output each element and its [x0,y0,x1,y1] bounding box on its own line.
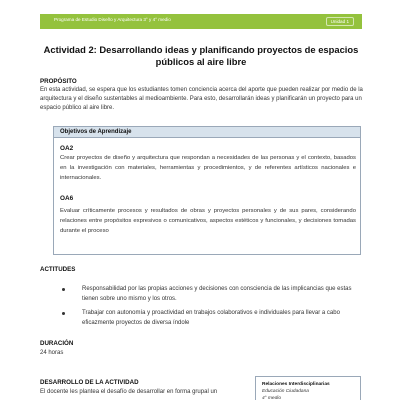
proposito-text: En esta actividad, se espera que los estudiantes tomen conciencia acerca del aporte que pueden realizar por medio de la arquitectura y el diseño sustentables al medioambiente. Para esto, desarrollarán ideas y planificarán un proyecto para un espacio público al aire libre. [40,87,363,111]
oa-text: Evaluar críticamente procesos y resultados de obras y proyectos personales y de sus pares, considerando relaciones entre propósitos expresivos o comunicativos, aspectos estéticos y funcionales, y decisiones tomadas durante el proceso [60,208,356,234]
actitud-text: Responsabilidad por las propias acciones y decisiones con consciencia de las implicancias que estas tienen sobre uno mismo y los otros. [82,286,352,302]
bullet-icon [62,288,65,291]
relaciones-level: 4° medio [262,396,281,400]
oa-text: Crear proyectos de diseño y arquitectura que respondan a necesidades de las personas y el contexto, basados en la investigación con materiales, herramientas y procedimientos, y de referentes artísticos nacionales e internacionales. [60,155,356,181]
unit-badge: Unidad 1 [326,17,354,26]
actitud-text: Trabajar con autonomía y proactividad en trabajos colaborativos e individuales para llevar a cabo eficazmente proyectos de diversa índole [82,310,340,326]
objectives-box [53,126,361,255]
proposito-heading: PROPÓSITO [40,78,77,85]
duracion-value: 24 horas [40,350,64,356]
relaciones-box [255,376,361,400]
desarrollo-text: El docente les plantea el desafío de desarrollar en forma grupal un [40,389,218,395]
activity-title: Actividad 2: Desarrollando ideas y planificando proyectos de espacios públicos al aire libre [43,44,359,67]
oa-code: OA2 [60,145,74,152]
actitudes-heading: ACTITUDES [40,266,76,273]
header-bar [40,14,362,29]
objectives-heading: Objetivos de Aprendizaje [54,127,360,138]
program-title: Programa de Estudio Diseño y Arquitectura 3° y 4° medio [54,17,171,22]
relaciones-title: Relaciones Interdisciplinarias [262,382,330,387]
oa-code: OA6 [60,195,74,202]
desarrollo-heading: DESARROLLO DE LA ACTIVIDAD [40,379,139,386]
duracion-heading: DURACIÓN [40,340,74,347]
bullet-icon [62,312,65,315]
relaciones-subject: Educación Ciudadana [262,389,309,394]
